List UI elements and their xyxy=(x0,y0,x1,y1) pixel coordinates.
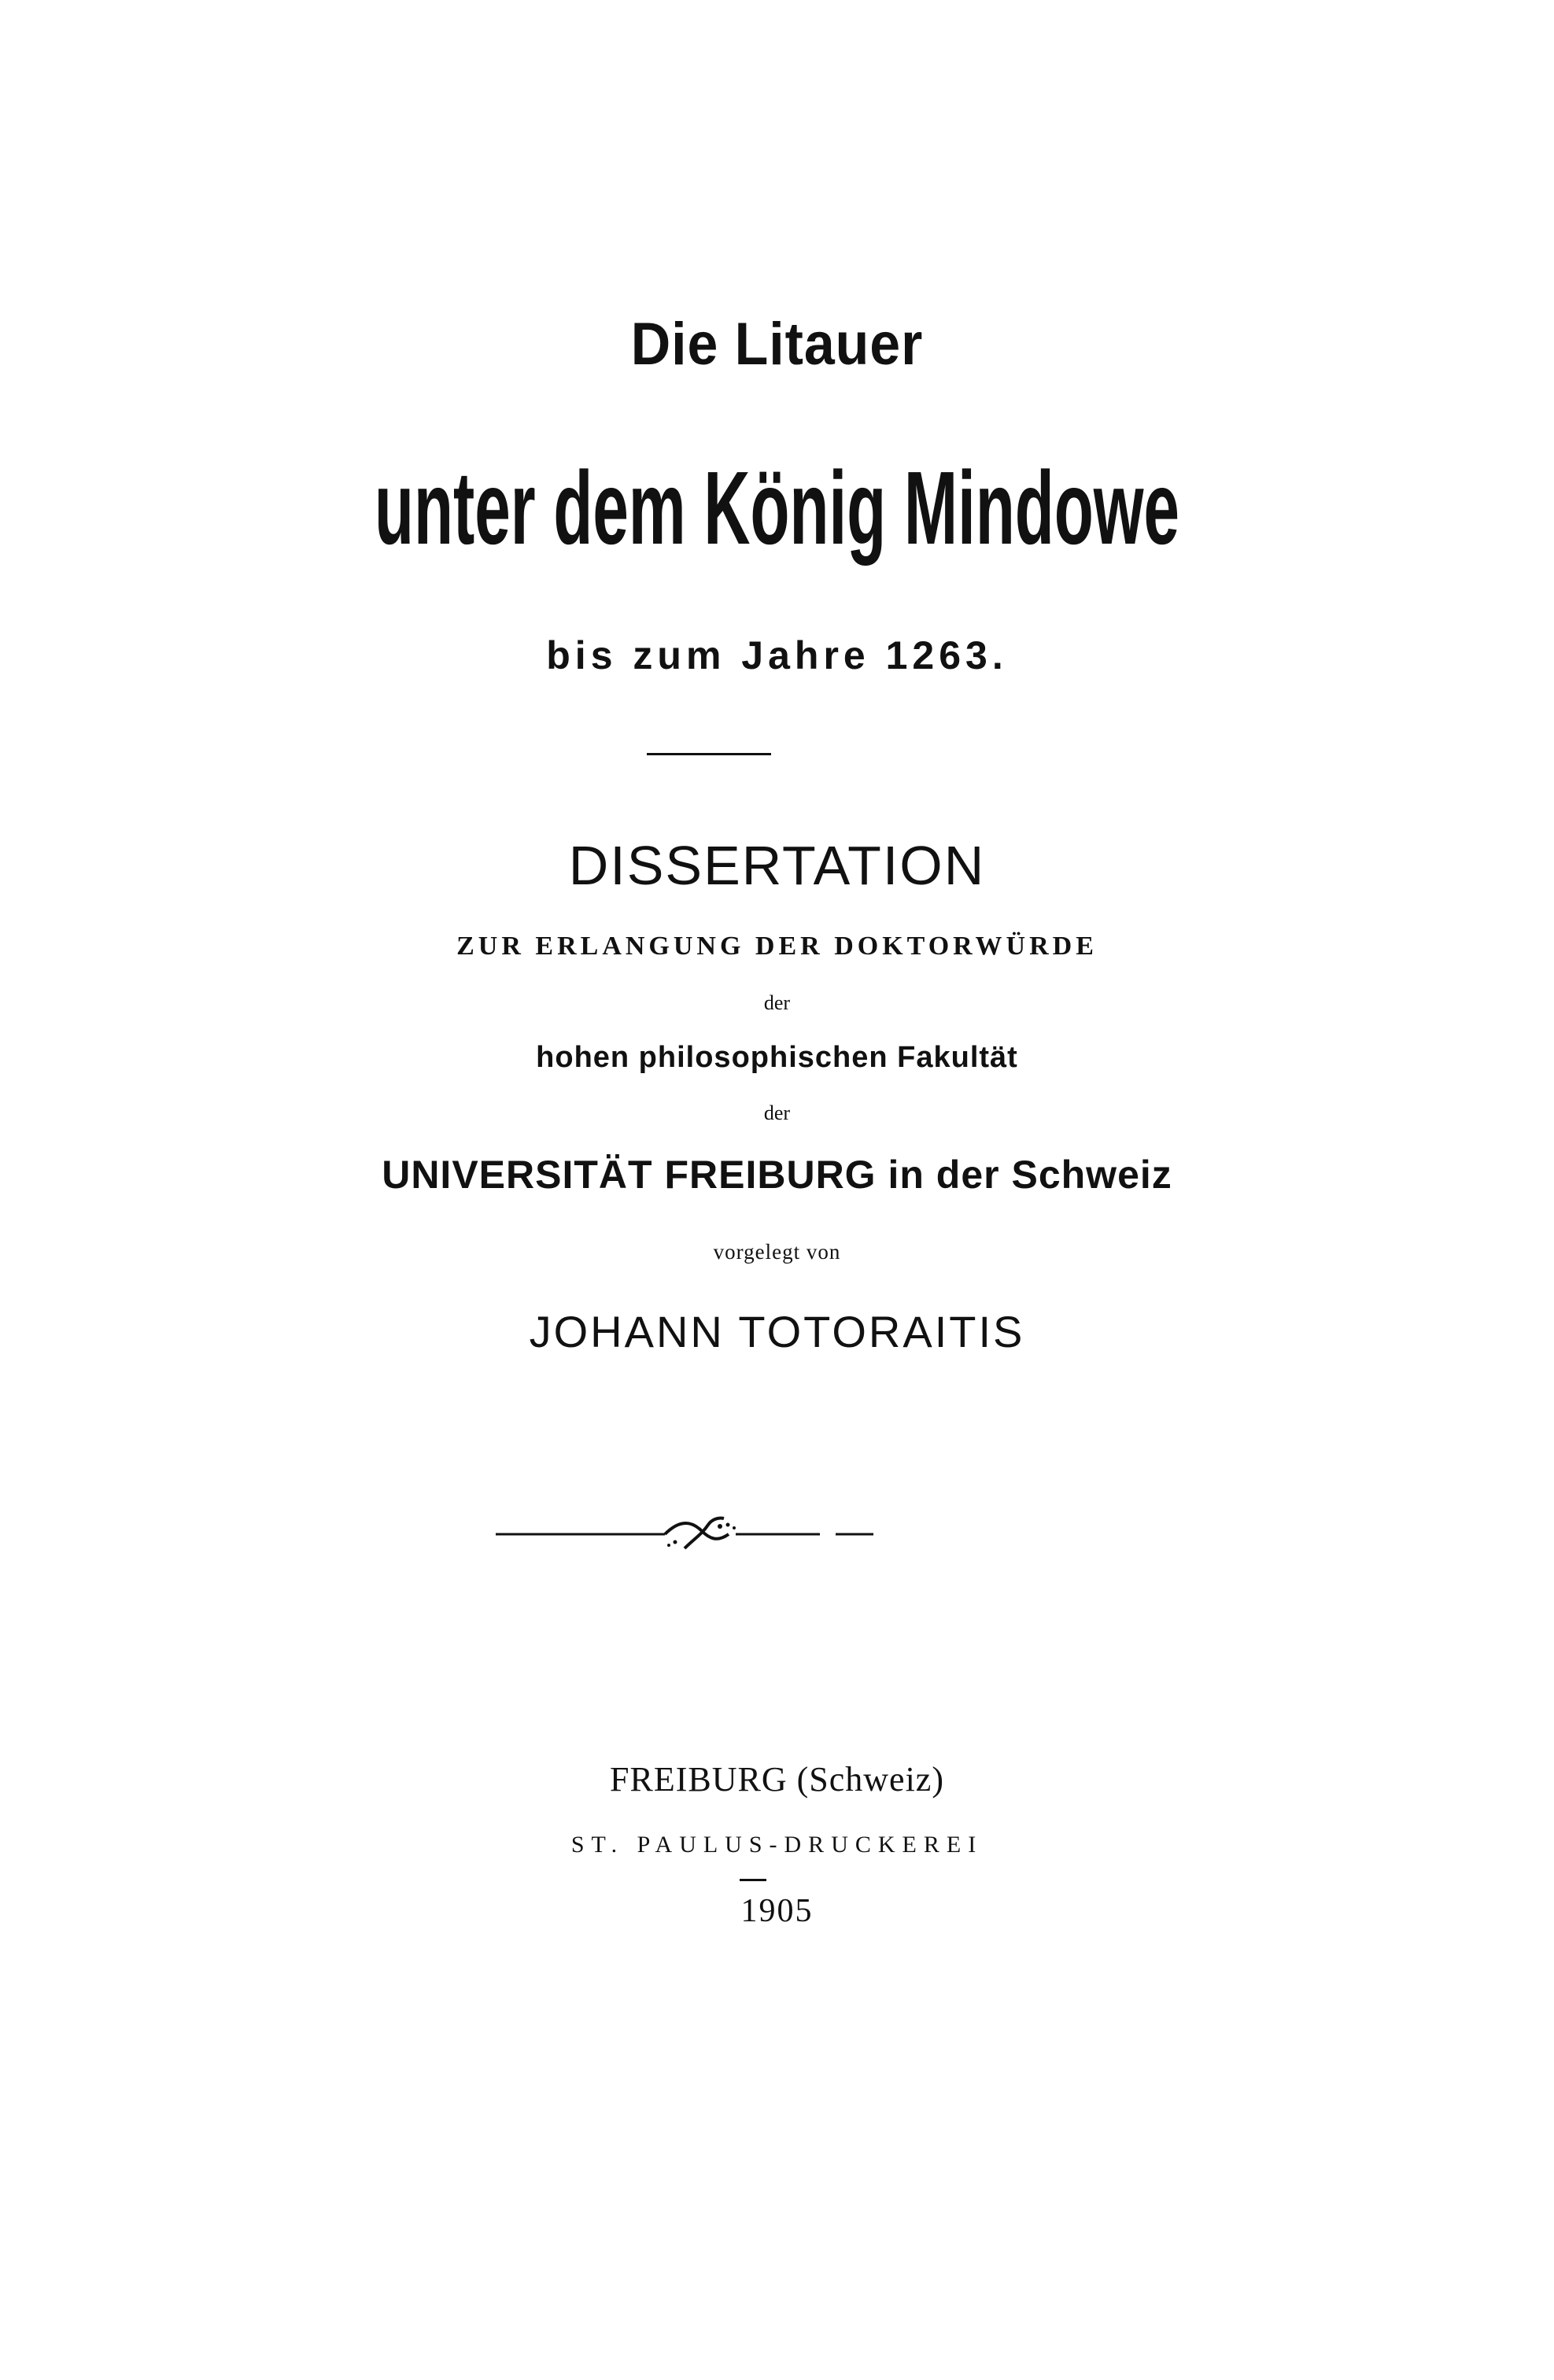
dissertation-heading: DISSERTATION xyxy=(568,835,986,896)
imprint-city: FREIBURG (Schweiz) xyxy=(610,1760,944,1799)
title-line-1: Die Litauer xyxy=(630,311,924,378)
imprint-year: 1905 xyxy=(740,1893,814,1929)
title-line-3: bis zum Jahre 1263. xyxy=(546,633,1008,677)
dissertation-subheading: ZUR ERLANGUNG DER DOKTORWÜRDE xyxy=(456,932,1098,961)
author-name: JOHANN TOTORAITIS xyxy=(529,1307,1025,1356)
imprint-printer: ST. PAULUS-DRUCKEREI xyxy=(570,1832,984,1858)
short-divider xyxy=(647,753,771,755)
der-text-2: der xyxy=(763,1101,791,1124)
der-text-1: der xyxy=(763,991,791,1014)
title-line-2: unter dem König Mindowe xyxy=(375,450,1179,566)
submitted-by-text: vorgelegt von xyxy=(713,1240,841,1264)
faculty-text: hohen philosophischen Fakultät xyxy=(536,1041,1018,1074)
university-text: UNIVERSITÄT FREIBURG in der Schweiz xyxy=(382,1153,1172,1197)
tiny-divider xyxy=(740,1879,766,1881)
fleuron-rule-icon xyxy=(496,1511,921,1558)
